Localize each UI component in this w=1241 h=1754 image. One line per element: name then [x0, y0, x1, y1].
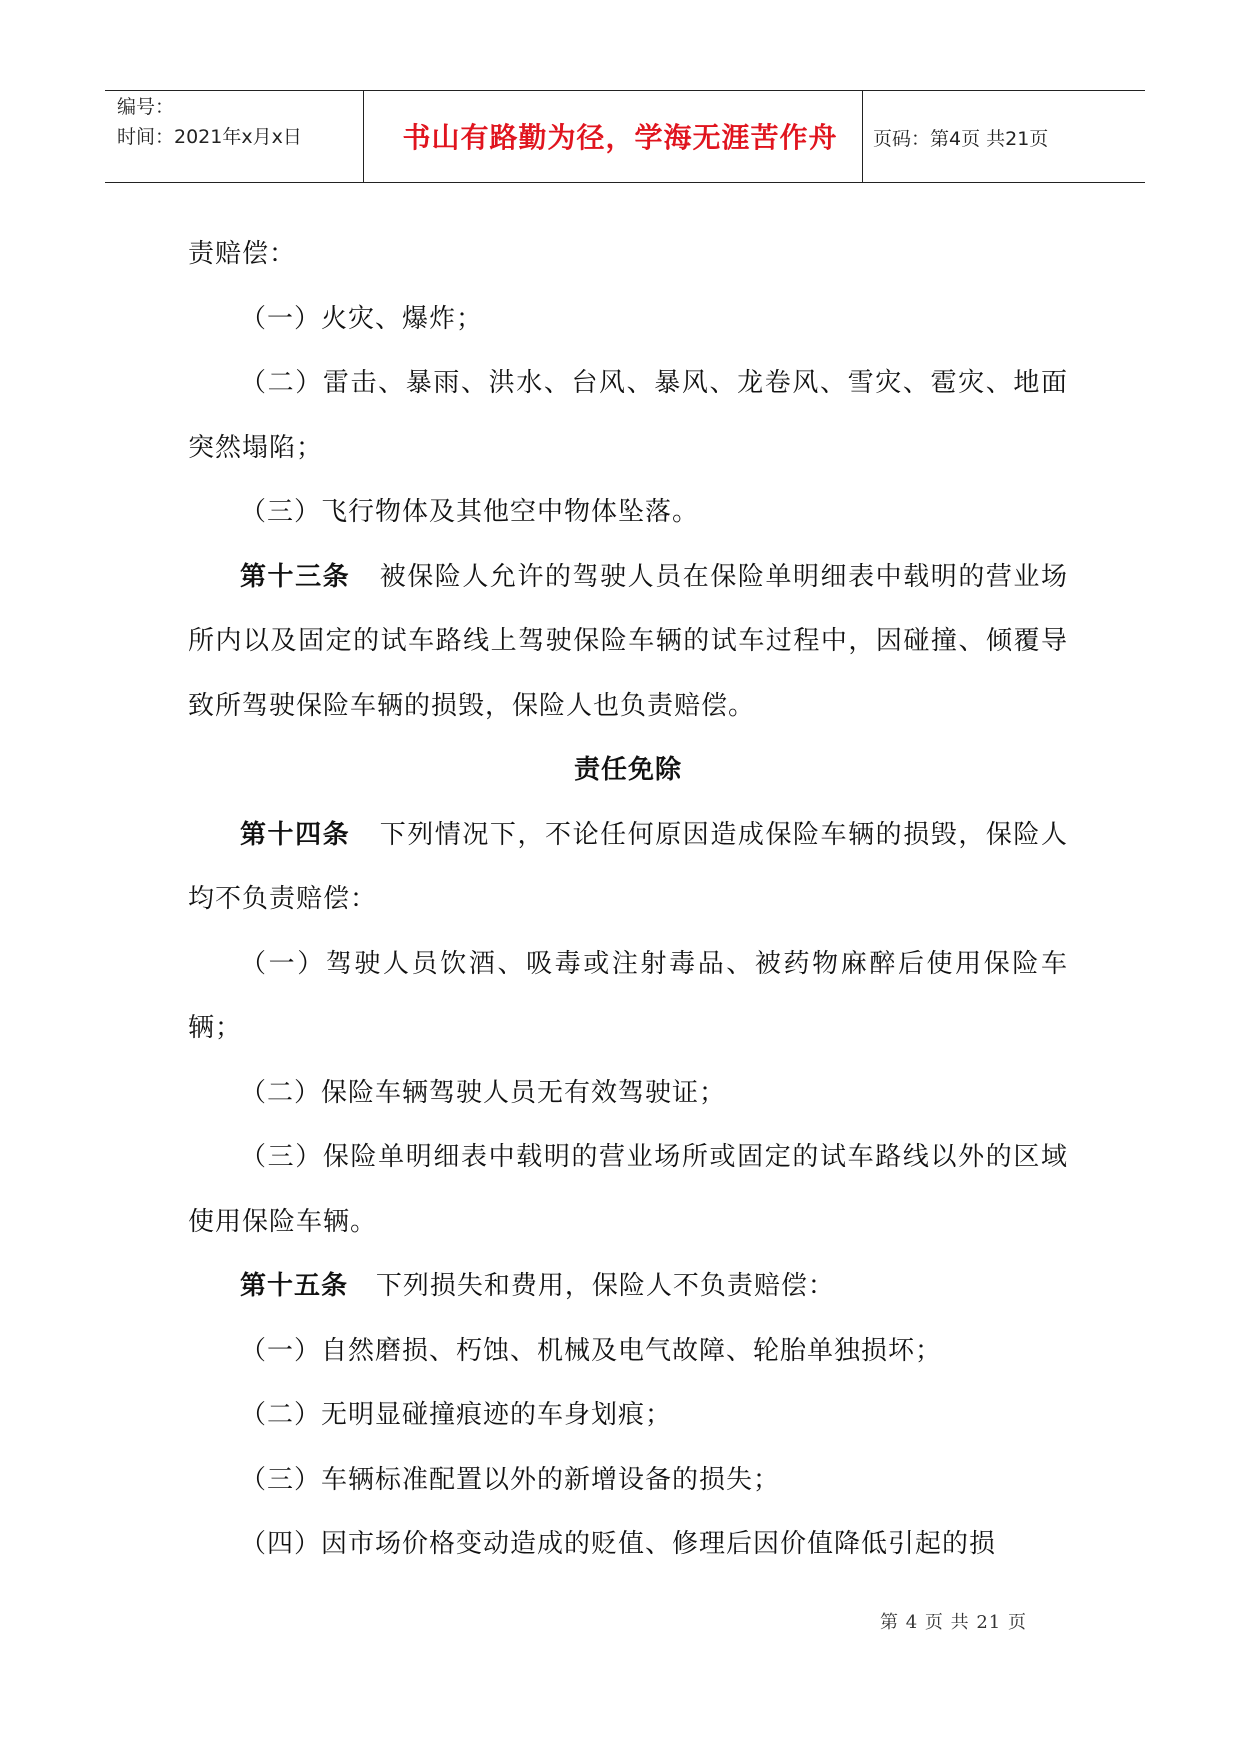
- article-15: [188, 1254, 1068, 1319]
- header-page-info: 页码：第4页 共21页: [873, 128, 1049, 150]
- article-13: [188, 545, 1068, 739]
- article-14: [188, 803, 1068, 932]
- article-14-item-3: （三）保险单明细表中载明的营业场所或固定的试车路线以外的区域使用保险车辆。: [188, 1142, 1068, 1237]
- article-14-item-1: （一）驾驶人员饮酒、吸毒或注射毒品、被药物麻醉后使用保险车辆；: [188, 948, 1068, 1043]
- number-label: 编号：: [117, 96, 175, 118]
- article-15-item-3: （三）车辆标准配置以外的新增设备的损失；: [240, 1464, 781, 1495]
- section-heading: 责任免除: [573, 755, 682, 785]
- header-meta: [117, 92, 362, 152]
- article-15-text: 下列损失和费用，保险人不负责赔偿：: [375, 1271, 835, 1301]
- list-item-natural-disasters: （二）雷击、暴雨、洪水、台风、暴风、龙卷风、雪灾、雹灾、地面突然塌陷；: [188, 368, 1068, 463]
- article-14-item-2: （二）保险车辆驾驶人员无有效驾驶证；: [240, 1077, 727, 1108]
- paragraph-continuation: 责赔偿：: [188, 239, 297, 269]
- page-header: [105, 90, 1145, 182]
- document-body: [188, 222, 1068, 1577]
- article-13-title: 第十三条: [240, 561, 351, 592]
- article-13-text: 被保险人允许的驾驶人员在保险单明细表中载明的营业场所内以及固定的试车路线上驾驶保险车辆的试车过程中，因碰撞、倾覆导致所驾驶保险车辆的损毁，保险人也负责赔偿。: [188, 561, 1068, 721]
- article-14-title: 第十四条: [240, 819, 351, 850]
- article-15-item-2: （二）无明显碰撞痕迹的车身划痕；: [240, 1400, 673, 1430]
- page-footer: 第 4 页 共 21 页: [880, 1612, 1027, 1633]
- time-label: 时间：2021年x月x日: [117, 126, 302, 148]
- article-14-text: 下列情况下，不论任何原因造成保险车辆的损毁，保险人均不负责赔偿：: [188, 819, 1068, 914]
- header-divider-left: [363, 90, 364, 182]
- header-bottom-rule: [105, 182, 1145, 183]
- list-item-fire: （一）火灾、爆炸；: [240, 303, 484, 334]
- article-15-title: 第十五条: [240, 1271, 349, 1301]
- header-top-rule: [105, 90, 1145, 91]
- list-item-falling-objects: （三）飞行物体及其他空中物体坠落。: [240, 497, 700, 527]
- header-motto: 书山有路勤为径，学海无涯苦作舟: [402, 121, 838, 154]
- article-15-item-1: （一）自然磨损、朽蚀、机械及电气故障、轮胎单独损坏；: [240, 1335, 943, 1366]
- article-15-item-4: （四）因市场价格变动造成的贬值、修理后因价值降低引起的损: [240, 1529, 997, 1559]
